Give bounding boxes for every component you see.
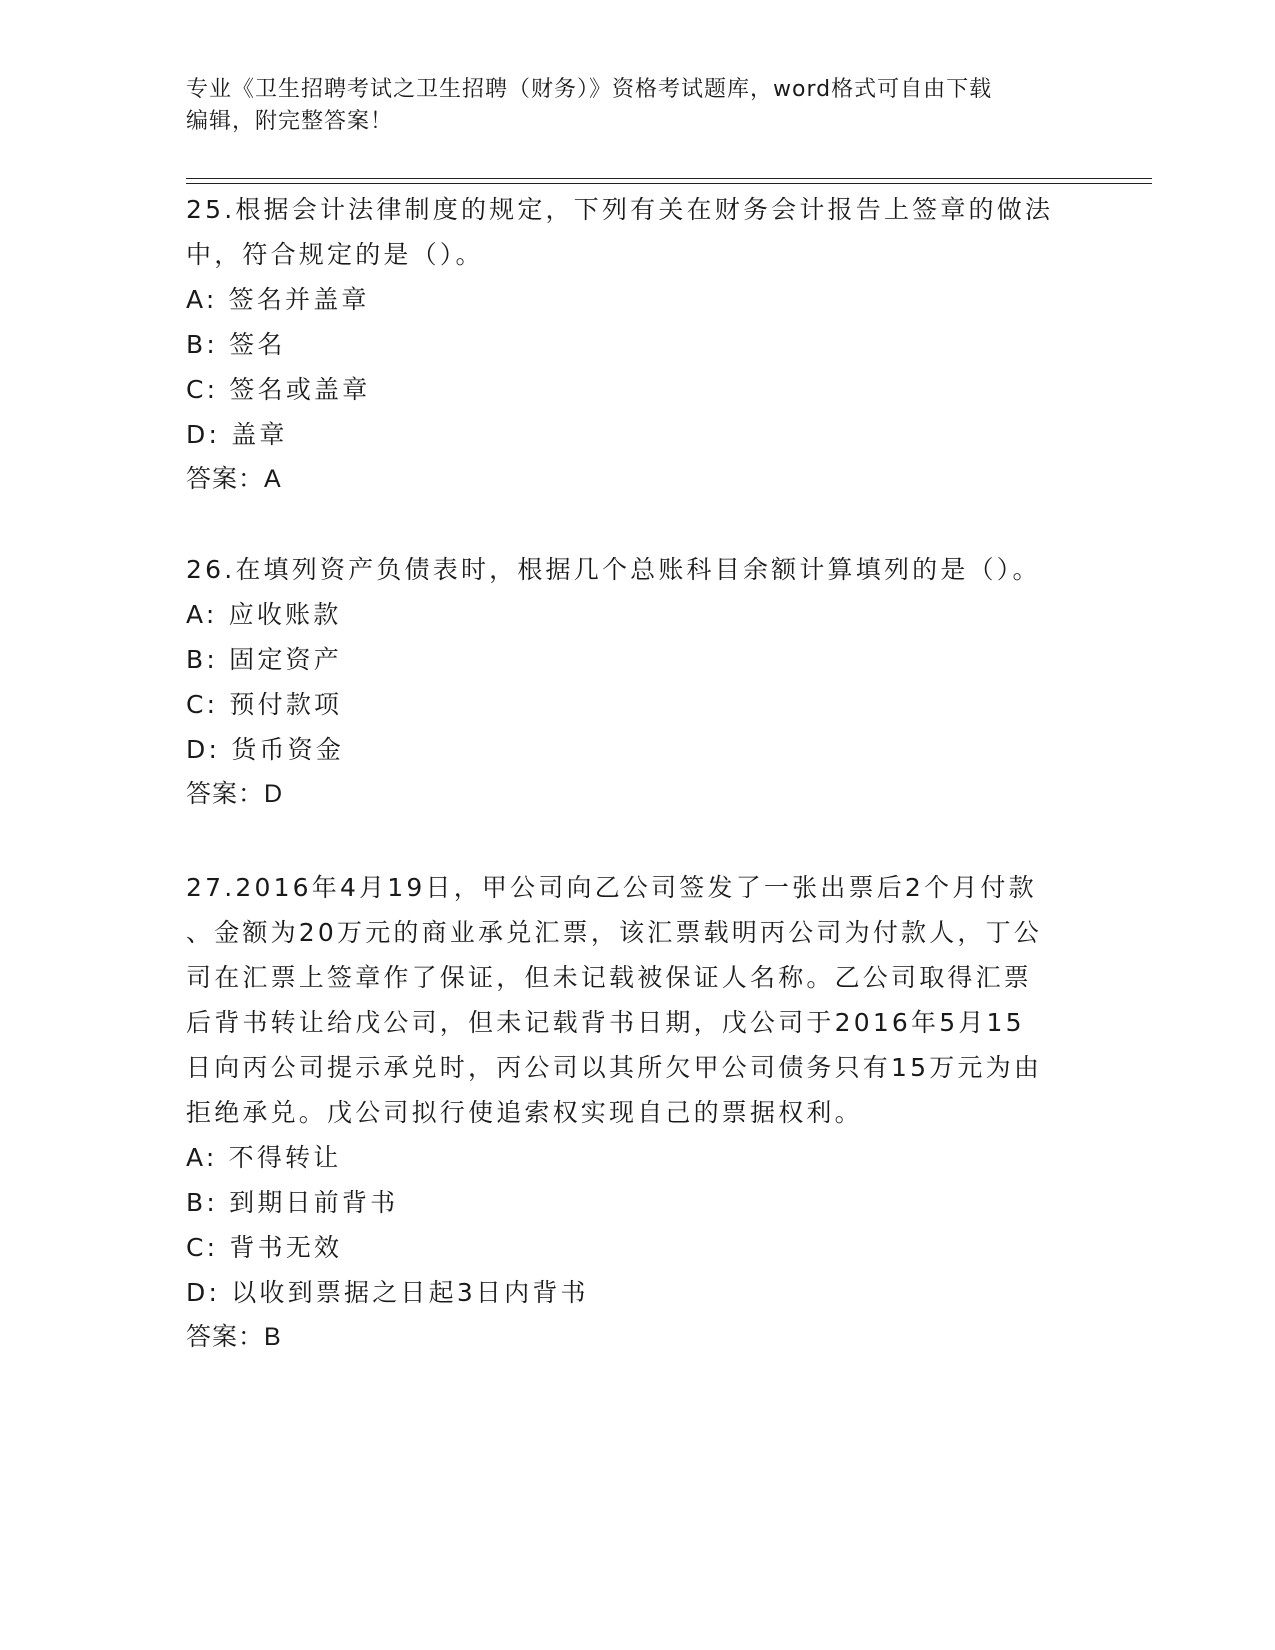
document-header (186, 74, 1066, 138)
option-d: D: 货币资金 (186, 735, 345, 764)
header-line: 编辑，附完整答案！ (186, 109, 394, 134)
answer-line: 答案：A (186, 465, 282, 493)
option-a: A: 应收账款 (186, 600, 342, 629)
question-text: 27.2016年4月19日，甲公司向乙公司签发了一张出票后2个月付款 (186, 873, 1037, 902)
option-c: C: 签名或盖章 (186, 375, 371, 404)
header-line: 专业《卫生招聘考试之卫生招聘（财务）》资格考试题库，word格式可自由下载 (186, 77, 993, 102)
answer-line: 答案：B (186, 1323, 282, 1351)
question-text: 25.根据会计法律制度的规定，下列有关在财务会计报告上签章的做法 (186, 195, 1054, 224)
question-25 (186, 187, 1086, 502)
option-b: B: 签名 (186, 330, 286, 359)
question-text: 司在汇票上签章作了保证，但未记载被保证人名称。乙公司取得汇票 (186, 963, 1033, 992)
option-d: D: 盖章 (186, 420, 288, 449)
header-divider (186, 178, 1152, 184)
question-text: 后背书转让给戊公司，但未记载背书日期，戊公司于2016年5月15 (186, 1008, 1025, 1037)
option-d: D: 以收到票据之日起3日内背书 (186, 1278, 589, 1307)
option-b: B: 到期日前背书 (186, 1188, 399, 1217)
question-text: 日向丙公司提示承兑时，丙公司以其所欠甲公司债务只有15万元为由 (186, 1053, 1043, 1082)
question-text: 拒绝承兑。戊公司拟行使追索权实现自己的票据权利。 (186, 1098, 863, 1127)
option-c: C: 预付款项 (186, 690, 343, 719)
question-text: 中，符合规定的是（）。 (186, 240, 484, 269)
answer-line: 答案：D (186, 780, 284, 808)
question-text: 、金额为20万元的商业承兑汇票，该汇票载明丙公司为付款人，丁公 (186, 918, 1043, 947)
option-b: B: 固定资产 (186, 645, 342, 674)
question-text: 26.在填列资产负债表时，根据几个总账科目余额计算填列的是（）。 (186, 555, 1041, 584)
question-26 (186, 547, 1086, 817)
option-a: A: 签名并盖章 (186, 285, 370, 314)
option-a: A: 不得转让 (186, 1143, 342, 1172)
option-c: C: 背书无效 (186, 1233, 343, 1262)
question-27 (186, 865, 1086, 1360)
